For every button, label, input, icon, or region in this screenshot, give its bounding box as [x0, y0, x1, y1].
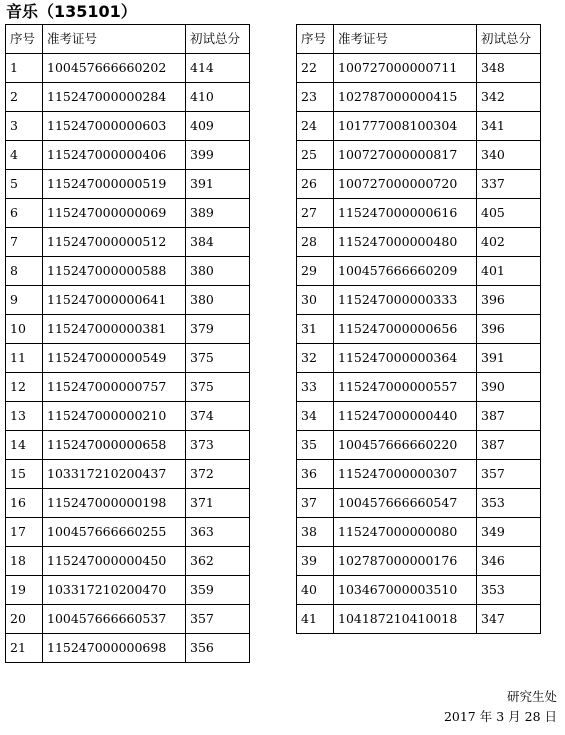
table-row: [6, 257, 250, 286]
cell-exam-id: 115247000000198: [43, 489, 186, 518]
cell-score: 340: [477, 141, 541, 170]
cell-score: 373: [186, 431, 250, 460]
table-row: [6, 54, 250, 83]
cell-exam-id: 100457666660255: [43, 518, 186, 547]
table-row: [297, 489, 541, 518]
cell-seq: 20: [6, 605, 43, 634]
cell-exam-id: 115247000000381: [43, 315, 186, 344]
cell-score: 399: [186, 141, 250, 170]
table-row: [297, 141, 541, 170]
cell-seq: 37: [297, 489, 334, 518]
cell-exam-id: 115247000000210: [43, 402, 186, 431]
cell-score: 375: [186, 373, 250, 402]
cell-seq: 39: [297, 547, 334, 576]
table-row: [297, 228, 541, 257]
cell-seq: 21: [6, 634, 43, 663]
cell-score: 401: [477, 257, 541, 286]
header-score: 初试总分: [477, 25, 541, 54]
table-row: [297, 199, 541, 228]
cell-seq: 40: [297, 576, 334, 605]
table-row: [6, 605, 250, 634]
table-row: [297, 373, 541, 402]
cell-score: 396: [477, 286, 541, 315]
header-exam-id: 准考证号: [334, 25, 477, 54]
cell-score: 391: [186, 170, 250, 199]
cell-seq: 25: [297, 141, 334, 170]
cell-exam-id: 101777008100304: [334, 112, 477, 141]
cell-exam-id: 115247000000588: [43, 257, 186, 286]
cell-seq: 5: [6, 170, 43, 199]
cell-seq: 1: [6, 54, 43, 83]
cell-score: 353: [477, 576, 541, 605]
cell-exam-id: 115247000000603: [43, 112, 186, 141]
cell-seq: 15: [6, 460, 43, 489]
cell-exam-id: 115247000000440: [334, 402, 477, 431]
cell-score: 372: [186, 460, 250, 489]
page-title: 音乐（135101）: [6, 2, 137, 21]
cell-exam-id: 115247000000069: [43, 199, 186, 228]
table-row: [6, 112, 250, 141]
cell-seq: 35: [297, 431, 334, 460]
table-row: [297, 576, 541, 605]
cell-score: 363: [186, 518, 250, 547]
table-row: [297, 83, 541, 112]
cell-seq: 28: [297, 228, 334, 257]
cell-exam-id: 115247000000519: [43, 170, 186, 199]
cell-score: 384: [186, 228, 250, 257]
cell-seq: 30: [297, 286, 334, 315]
cell-exam-id: 103467000003510: [334, 576, 477, 605]
header-exam-id: 准考证号: [43, 25, 186, 54]
cell-score: 348: [477, 54, 541, 83]
cell-score: 414: [186, 54, 250, 83]
cell-score: 359: [186, 576, 250, 605]
table-row: [297, 402, 541, 431]
cell-seq: 9: [6, 286, 43, 315]
cell-seq: 12: [6, 373, 43, 402]
table-row: [297, 112, 541, 141]
cell-seq: 26: [297, 170, 334, 199]
cell-seq: 18: [6, 547, 43, 576]
table-row: [297, 431, 541, 460]
cell-score: 410: [186, 83, 250, 112]
table-row: [6, 315, 250, 344]
table-row: [297, 257, 541, 286]
cell-seq: 6: [6, 199, 43, 228]
table-row: [6, 228, 250, 257]
table-row: [297, 344, 541, 373]
header-score: 初试总分: [186, 25, 250, 54]
cell-score: 402: [477, 228, 541, 257]
cell-exam-id: 100727000000817: [334, 141, 477, 170]
cell-exam-id: 100727000000720: [334, 170, 477, 199]
cell-score: 387: [477, 431, 541, 460]
table-row: [297, 286, 541, 315]
cell-exam-id: 100457666660547: [334, 489, 477, 518]
cell-score: 391: [477, 344, 541, 373]
cell-exam-id: 100727000000711: [334, 54, 477, 83]
cell-seq: 2: [6, 83, 43, 112]
cell-exam-id: 115247000000333: [334, 286, 477, 315]
cell-exam-id: 115247000000641: [43, 286, 186, 315]
table-row: [6, 576, 250, 605]
cell-seq: 31: [297, 315, 334, 344]
table-row: [6, 431, 250, 460]
table-row: [297, 54, 541, 83]
cell-score: 357: [186, 605, 250, 634]
cell-score: 362: [186, 547, 250, 576]
cell-seq: 10: [6, 315, 43, 344]
cell-exam-id: 115247000000656: [334, 315, 477, 344]
table-row: [6, 634, 250, 663]
cell-seq: 29: [297, 257, 334, 286]
cell-score: 405: [477, 199, 541, 228]
cell-exam-id: 103317210200437: [43, 460, 186, 489]
cell-seq: 13: [6, 402, 43, 431]
cell-seq: 7: [6, 228, 43, 257]
cell-score: 346: [477, 547, 541, 576]
table-row: [6, 460, 250, 489]
cell-exam-id: 115247000000450: [43, 547, 186, 576]
cell-score: 375: [186, 344, 250, 373]
table-row: [297, 460, 541, 489]
cell-exam-id: 115247000000757: [43, 373, 186, 402]
table-row: [297, 170, 541, 199]
cell-exam-id: 115247000000512: [43, 228, 186, 257]
cell-seq: 23: [297, 83, 334, 112]
cell-exam-id: 102787000000415: [334, 83, 477, 112]
cell-seq: 17: [6, 518, 43, 547]
cell-exam-id: 100457666660220: [334, 431, 477, 460]
table-row: [6, 518, 250, 547]
cell-exam-id: 115247000000549: [43, 344, 186, 373]
table-row: [6, 373, 250, 402]
cell-seq: 11: [6, 344, 43, 373]
table-header-row: [297, 25, 541, 54]
table-row: [6, 489, 250, 518]
cell-score: 389: [186, 199, 250, 228]
score-table-left: [5, 24, 250, 663]
table-row: [297, 547, 541, 576]
table-row: [6, 199, 250, 228]
cell-exam-id: 102787000000176: [334, 547, 477, 576]
cell-score: 379: [186, 315, 250, 344]
cell-exam-id: 115247000000616: [334, 199, 477, 228]
cell-seq: 19: [6, 576, 43, 605]
cell-seq: 41: [297, 605, 334, 634]
cell-seq: 22: [297, 54, 334, 83]
cell-score: 349: [477, 518, 541, 547]
table-row: [6, 344, 250, 373]
cell-seq: 4: [6, 141, 43, 170]
header-seq: 序号: [297, 25, 334, 54]
cell-score: 374: [186, 402, 250, 431]
cell-exam-id: 115247000000080: [334, 518, 477, 547]
cell-score: 353: [477, 489, 541, 518]
cell-seq: 33: [297, 373, 334, 402]
cell-score: 342: [477, 83, 541, 112]
cell-score: 371: [186, 489, 250, 518]
cell-exam-id: 115247000000658: [43, 431, 186, 460]
cell-score: 380: [186, 257, 250, 286]
cell-exam-id: 100457666660537: [43, 605, 186, 634]
cell-score: 396: [477, 315, 541, 344]
cell-seq: 8: [6, 257, 43, 286]
cell-seq: 34: [297, 402, 334, 431]
cell-score: 341: [477, 112, 541, 141]
cell-score: 337: [477, 170, 541, 199]
table-header-row: [6, 25, 250, 54]
table-row: [6, 402, 250, 431]
issuer-office: 研究生处: [506, 689, 557, 704]
cell-seq: 38: [297, 518, 334, 547]
cell-score: 380: [186, 286, 250, 315]
table-row: [297, 315, 541, 344]
cell-score: 387: [477, 402, 541, 431]
cell-exam-id: 104187210410018: [334, 605, 477, 634]
table-row: [6, 286, 250, 315]
cell-seq: 16: [6, 489, 43, 518]
cell-score: 409: [186, 112, 250, 141]
table-row: [6, 83, 250, 112]
cell-exam-id: 115247000000284: [43, 83, 186, 112]
table-row: [6, 547, 250, 576]
cell-exam-id: 103317210200470: [43, 576, 186, 605]
cell-exam-id: 115247000000307: [334, 460, 477, 489]
table-row: [297, 518, 541, 547]
cell-seq: 24: [297, 112, 334, 141]
table-row: [297, 605, 541, 634]
header-seq: 序号: [6, 25, 43, 54]
table-row: [6, 141, 250, 170]
cell-exam-id: 115247000000557: [334, 373, 477, 402]
table-row: [6, 170, 250, 199]
cell-seq: 3: [6, 112, 43, 141]
cell-exam-id: 115247000000480: [334, 228, 477, 257]
cell-seq: 32: [297, 344, 334, 373]
cell-score: 356: [186, 634, 250, 663]
cell-seq: 36: [297, 460, 334, 489]
cell-exam-id: 115247000000406: [43, 141, 186, 170]
issue-date: 2017 年 3 月 28 日: [443, 709, 557, 724]
cell-score: 390: [477, 373, 541, 402]
cell-exam-id: 115247000000364: [334, 344, 477, 373]
cell-score: 357: [477, 460, 541, 489]
cell-exam-id: 100457666660202: [43, 54, 186, 83]
cell-exam-id: 115247000000698: [43, 634, 186, 663]
score-table-right: [296, 24, 541, 634]
cell-exam-id: 100457666660209: [334, 257, 477, 286]
cell-score: 347: [477, 605, 541, 634]
cell-seq: 14: [6, 431, 43, 460]
cell-seq: 27: [297, 199, 334, 228]
